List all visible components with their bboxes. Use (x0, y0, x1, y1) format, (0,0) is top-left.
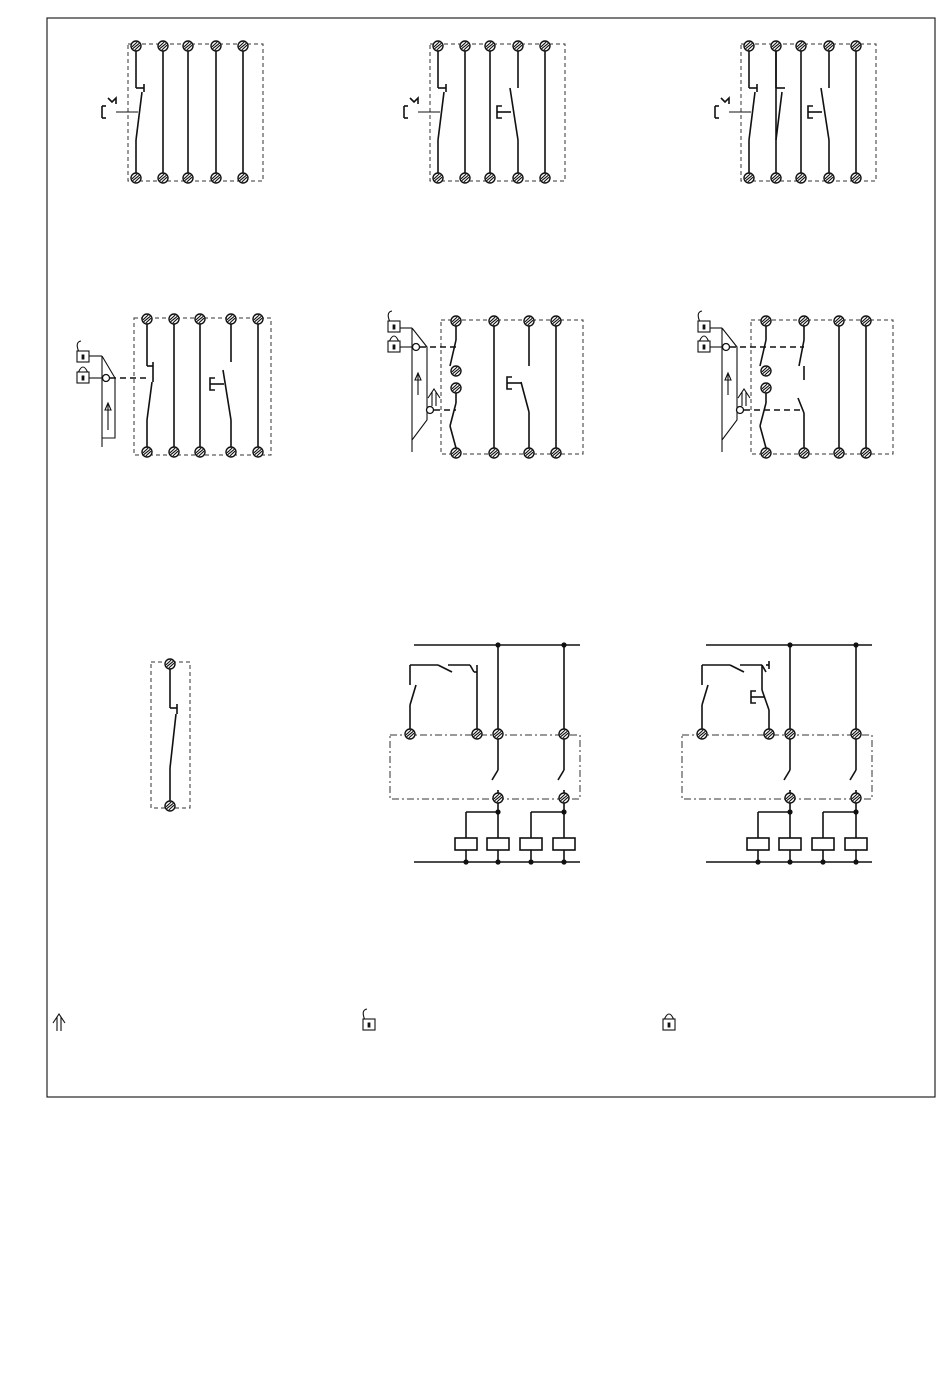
mushroom-operator-icon (715, 98, 729, 118)
terminal (165, 659, 175, 669)
terminal (169, 447, 179, 457)
terminal (744, 41, 754, 51)
locked-padlock-icon (663, 1014, 675, 1030)
link-point (413, 344, 420, 351)
pushbutton-operator-icon (507, 377, 521, 389)
terminal (253, 447, 263, 457)
terminal (824, 41, 834, 51)
terminal (851, 173, 861, 183)
terminal (158, 173, 168, 183)
terminal (142, 314, 152, 324)
terminal (489, 448, 499, 458)
terminal (169, 314, 179, 324)
terminal (799, 448, 809, 458)
panel-4 (77, 314, 271, 457)
junction-dot (853, 859, 858, 864)
terminal (799, 316, 809, 326)
terminal (697, 729, 707, 739)
terminal (513, 173, 523, 183)
junction-dot (787, 859, 792, 864)
terminal (211, 41, 221, 51)
terminal (238, 173, 248, 183)
terminal (761, 448, 771, 458)
link-point (723, 344, 730, 351)
terminal (493, 793, 503, 803)
unlocked-padlock-icon (363, 1009, 375, 1030)
junction-dot (755, 859, 760, 864)
terminal (761, 366, 771, 376)
terminal (195, 314, 205, 324)
locked-padlock-icon (388, 336, 400, 352)
actuator-arrow-icon (105, 403, 111, 430)
junction-dot (561, 859, 566, 864)
terminal (851, 729, 861, 739)
terminal (761, 316, 771, 326)
pushbutton-operator-icon (210, 378, 224, 390)
double-arrow-up-icon (53, 1014, 65, 1031)
terminal (559, 729, 569, 739)
terminal (559, 793, 569, 803)
terminal (771, 41, 781, 51)
terminal (771, 173, 781, 183)
terminal (493, 729, 503, 739)
link-point (737, 407, 744, 414)
junction-dot (463, 859, 468, 864)
terminal (460, 173, 470, 183)
terminal (451, 366, 461, 376)
legend-locked (663, 1014, 675, 1030)
panel-3 (715, 41, 876, 183)
terminal (764, 729, 774, 739)
locked-padlock-icon (698, 336, 710, 352)
terminal (226, 314, 236, 324)
unlocked-padlock-icon (388, 311, 400, 332)
terminal (472, 729, 482, 739)
terminal (824, 173, 834, 183)
panel-5 (388, 311, 583, 458)
terminal (851, 793, 861, 803)
link-point (103, 375, 110, 382)
actuator-arrow-icon (725, 373, 731, 395)
unlocked-padlock-icon (77, 341, 89, 362)
terminal (226, 447, 236, 457)
terminal (183, 173, 193, 183)
terminal (524, 448, 534, 458)
terminal (744, 173, 754, 183)
terminal (851, 41, 861, 51)
terminal (451, 316, 461, 326)
terminal (451, 383, 461, 393)
mushroom-operator-icon (404, 98, 418, 118)
panel-8 (390, 642, 580, 864)
terminal (433, 41, 443, 51)
terminal (142, 447, 152, 457)
junction-dot (495, 859, 500, 864)
terminal (253, 314, 263, 324)
terminal (195, 447, 205, 457)
terminal (513, 41, 523, 51)
terminal (238, 41, 248, 51)
terminal (460, 41, 470, 51)
panel-1 (102, 41, 263, 183)
double-arrow-up-icon (738, 389, 750, 406)
terminal (165, 801, 175, 811)
terminal (131, 173, 141, 183)
junction-dot (820, 859, 825, 864)
terminal (451, 448, 461, 458)
panel-2 (404, 41, 565, 183)
terminal (834, 316, 844, 326)
terminal (551, 448, 561, 458)
actuator-arrow-icon (415, 373, 421, 395)
terminal (834, 448, 844, 458)
terminal (183, 41, 193, 51)
panel-7 (151, 659, 190, 811)
terminal (489, 316, 499, 326)
terminal (551, 316, 561, 326)
terminal (540, 173, 550, 183)
terminal (861, 316, 871, 326)
terminal (485, 173, 495, 183)
legend-unlocked (363, 1009, 375, 1030)
terminal (861, 448, 871, 458)
terminal (796, 173, 806, 183)
terminal (785, 793, 795, 803)
terminal (211, 173, 221, 183)
link-point (427, 407, 434, 414)
junction-dot (528, 859, 533, 864)
legend-actuation (53, 1014, 65, 1031)
pushbutton-operator-icon (497, 106, 511, 118)
terminal (540, 41, 550, 51)
panel-6 (698, 311, 893, 458)
terminal (433, 173, 443, 183)
terminal (785, 729, 795, 739)
terminal (796, 41, 806, 51)
terminal (761, 383, 771, 393)
terminal (405, 729, 415, 739)
terminal (485, 41, 495, 51)
unlocked-padlock-icon (698, 311, 710, 332)
terminal (524, 316, 534, 326)
locked-padlock-icon (77, 367, 89, 383)
terminal (158, 41, 168, 51)
mushroom-operator-icon (102, 98, 116, 118)
panel-9 (682, 642, 872, 864)
double-arrow-up-icon (428, 389, 440, 406)
terminal (131, 41, 141, 51)
pushbutton-operator-icon (808, 106, 822, 118)
